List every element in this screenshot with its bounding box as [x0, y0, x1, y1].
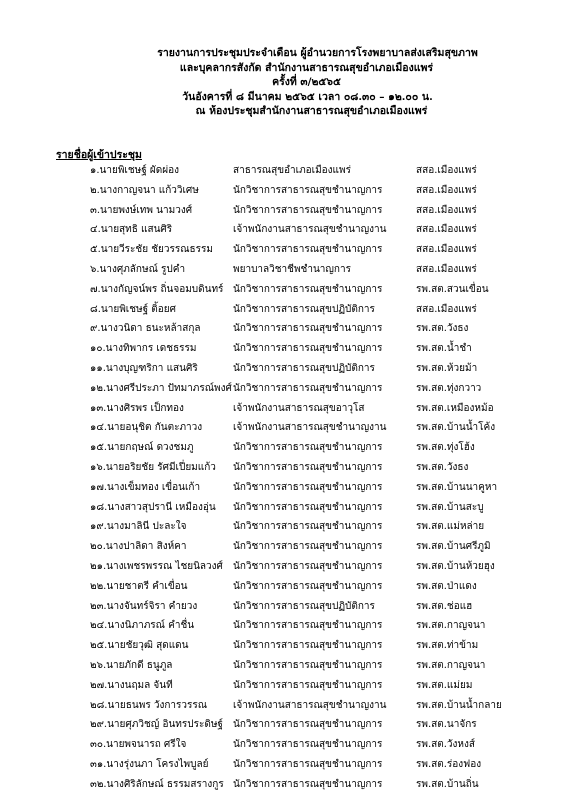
attendee-office: รพ.สต.ห้วยม้า: [416, 362, 478, 374]
attendee-name: ๒๓.นางจันทร์จิรา คำยวง: [90, 600, 198, 612]
attendee-name: ๒๑.นางเพชรพรรณ ไชยนิลวงศ์: [90, 560, 223, 572]
attendee-position: นักวิชาการสาธารณสุขชำนาญการ: [233, 323, 383, 335]
attendee-list: [0, 164, 587, 798]
attendee-position: เจ้าพนักงานสาธารณสุขชำนาญงาน: [233, 422, 387, 434]
attendee-name: ๖.นางศุภลักษณ์ รูปคำ: [90, 263, 186, 275]
attendee-position: เจ้าพนักงานสาธารณสุขอาวุโส: [233, 402, 365, 414]
attendee-office: สสอ.เมืองแพร่: [416, 165, 477, 176]
attendee-office: รพ.สต.กาญจนา: [416, 659, 486, 671]
attendee-name: ๓.นายพงษ์เทพ นามวงศ์: [90, 204, 193, 216]
attendee-office: รพ.สต.กาญจนา: [416, 620, 486, 632]
attendee-position: นักวิชาการสาธารณสุขปฏิบัติการ: [233, 303, 375, 315]
attendee-office: รพ.สต.บ้านศรีภูมิ: [416, 541, 491, 553]
attendee-row: [0, 540, 587, 560]
report-title: รายงานการประชุมประจำเดือน ผู้อำนวยการโรงพยาบาลส่งเสริมสุขภาพ: [157, 47, 478, 59]
attendee-office: รพ.สต.วังธง: [416, 461, 469, 473]
attendee-row: [0, 322, 587, 342]
attendee-office: รพ.สต.เหมืองหม้อ: [416, 402, 494, 414]
attendee-name: ๑๔.นายอนุชิต กันตะภาวง: [90, 422, 203, 434]
attendee-name: ๑๖.นายอริยชัย รัศมีเปี่ยมแก้ว: [90, 461, 216, 473]
attendee-row: [0, 718, 587, 738]
attendee-name: ๒๔.นางนิภาภรณ์ คำชื่น: [90, 620, 195, 632]
attendee-office: รพ.สต.นาจักร: [416, 719, 477, 731]
attendee-row: [0, 520, 587, 540]
attendee-office: รพ.สต.บ้านนาคูหา: [416, 481, 498, 493]
attendee-name: ๒.นางกาญจนา แก้ววิเศษ: [90, 184, 199, 196]
attendee-office: รพ.สต.ทุ่งกวาว: [416, 382, 482, 394]
attendee-position: นักวิชาการสาธารณสุขชำนาญการ: [233, 719, 383, 731]
attendee-office: สสอ.เมืองแพร่: [416, 184, 477, 196]
attendee-position: นักวิชาการสาธารณสุขชำนาญการ: [233, 184, 383, 196]
attendee-row: [0, 362, 587, 382]
attendee-position: นักวิชาการสาธารณสุขชำนาญการ: [233, 541, 383, 553]
attendee-position: นักวิชาการสาธารณสุขปฏิบัติการ: [233, 362, 375, 374]
attendee-name: ๒๒.นายชาตรี คำเขื่อน: [90, 580, 188, 592]
attendee-office: สสอ.เมืองแพร่: [416, 224, 477, 236]
attendee-name: ๕.นายวีระชัย ชัยวรรณธรรม: [90, 244, 213, 256]
attendee-position: พยาบาลวิชาชีพชำนาญการ: [233, 263, 351, 275]
attendee-office: สสอ.เมืองแพร่: [416, 263, 477, 275]
attendee-row: [0, 580, 587, 600]
attendee-position: นักวิชาการสาธารณสุขชำนาญการ: [233, 442, 383, 454]
attendee-row: [0, 441, 587, 461]
attendee-row: [0, 461, 587, 481]
attendee-position: นักวิชาการสาธารณสุขชำนาญการ: [233, 481, 383, 493]
meeting-number: ครั้งที่ ๓/๒๕๖๕: [272, 76, 341, 89]
attendee-position: นักวิชาการสาธารณสุขชำนาญการ: [233, 521, 383, 533]
attendee-name: ๓๑.นางรุ่งนภา โครงไพบูลย์: [90, 758, 209, 770]
attendee-row: [0, 243, 587, 263]
attendee-position: นักวิชาการสาธารณสุขชำนาญการ: [233, 778, 383, 790]
attendee-position: นักวิชาการสาธารณสุขชำนาญการ: [233, 204, 383, 216]
attendee-office: รพ.สต.น้ำชำ: [416, 343, 472, 355]
attendee-name: ๒๘.นายธนพร วังการวรรณ: [90, 699, 208, 711]
attendee-position: นักวิชาการสาธารณสุขชำนาญการ: [233, 620, 383, 632]
attendee-office: รพ.สต.ร่องฟอง: [416, 758, 482, 770]
attendee-row: [0, 560, 587, 580]
attendee-position: นักวิชาการสาธารณสุขชำนาญการ: [233, 343, 383, 355]
report-subtitle: และบุคลากรสังกัด สำนักงานสาธารณสุขอำเภอเมืองแพร่: [179, 61, 434, 74]
attendee-office: รพ.สต.บ้านห้วยฮุง: [416, 560, 495, 572]
attendee-office: รพ.สต.บ้านถิ่น: [416, 778, 479, 790]
attendee-position: นักวิชาการสาธารณสุขชำนาญการ: [233, 382, 383, 394]
attendee-row: [0, 501, 587, 521]
attendee-name: ๒๗.นางนฤมล จันที: [90, 679, 173, 691]
attendee-name: ๑๕.นายกฤษณ์ ดวงชมภู: [90, 442, 194, 454]
attendee-row: [0, 184, 587, 204]
attendee-office: รพ.สต.บ้านน้ำกลาย: [416, 699, 502, 711]
attendee-office: รพ.สต.สวนเขื่อน: [416, 283, 489, 295]
attendee-name: ๙.นางวนิดา ธนะหล้าสกุล: [90, 323, 201, 335]
attendee-row: [0, 223, 587, 243]
attendee-row: [0, 758, 587, 778]
attendee-office: รพ.สต.ช่อแฮ: [416, 600, 473, 612]
attendee-name: ๑๐.นางทิพากร เดชธรรม: [90, 343, 197, 355]
attendee-row: [0, 402, 587, 422]
attendee-name: ๑๗.นางเข็มทอง เขื่อนเก้า: [90, 481, 201, 493]
attendee-position: นักวิชาการสาธารณสุขชำนาญการ: [233, 640, 383, 652]
document-header: [0, 46, 587, 119]
attendee-name: ๓๒.นางศิริลักษณ์ ธรรมสรางกูร: [90, 778, 224, 790]
attendee-name: ๑๓.นางศิรพร เป็กทอง: [90, 402, 184, 414]
attendee-name: ๗.นางกัญจน์พร ถิ่นจอมบดินทร์: [90, 283, 224, 295]
attendee-name: ๑๑.นางบุญฑริกา แสนศิริ: [90, 362, 198, 374]
attendee-row: [0, 679, 587, 699]
meeting-date-time: วันอังคารที่ ๘ มีนาคม ๒๕๖๕ เวลา ๐๘.๓๐ – ๑๒.๐๐ น.: [182, 90, 433, 103]
attendee-row: [0, 619, 587, 639]
attendee-row: [0, 600, 587, 620]
attendee-name: ๑๘.นางสาวสุปรานี เหมืองอุ่น: [90, 501, 216, 513]
attendee-row: [0, 382, 587, 402]
attendee-position: นักวิชาการสาธารณสุขชำนาญการ: [233, 679, 383, 691]
attendee-row: [0, 303, 587, 323]
attendee-row: [0, 204, 587, 224]
attendee-position: เจ้าพนักงานสาธารณสุขชำนาญงาน: [233, 699, 387, 711]
attendee-office: รพ.สต.บ้านน้ำโค้ง: [416, 422, 496, 434]
attendee-position: นักวิชาการสาธารณสุขชำนาญการ: [233, 580, 383, 592]
attendee-office: สสอ.เมืองแพร่: [416, 204, 477, 216]
attendee-section-title: รายชื่อผู้เข้าประชุม: [56, 149, 142, 161]
attendee-name: ๓๐.นายพจนารถ ศรีใจ: [90, 739, 187, 751]
attendee-name: ๒๐.นางปาลิดา สิงห์คา: [90, 541, 187, 553]
attendee-position: เจ้าพนักงานสาธารณสุขชำนาญงาน: [233, 224, 387, 236]
attendee-row: [0, 639, 587, 659]
attendee-position: นักวิชาการสาธารณสุขชำนาญการ: [233, 501, 383, 513]
attendee-position: นักวิชาการสาธารณสุขชำนาญการ: [233, 659, 383, 671]
meeting-location: ณ ห้องประชุมสำนักงานสาธารณสุขอำเภอเมืองแพร่: [195, 105, 428, 118]
attendee-row: [0, 481, 587, 501]
attendee-row: [0, 738, 587, 758]
attendee-office: สสอ.เมืองแพร่: [416, 244, 477, 256]
attendee-name: ๒๖.นายภักดี ธนูภูล: [90, 659, 173, 671]
attendee-office: รพ.สต.ป่าแดง: [416, 580, 477, 592]
attendee-office: รพ.สต.แม่หล่าย: [416, 521, 485, 533]
attendee-name: ๘.นายพิเชษฐ์ ติ้อยศ: [90, 303, 176, 315]
attendee-position: สาธารณสุขอำเภอเมืองแพร่: [233, 165, 351, 176]
attendee-row: [0, 778, 587, 798]
attendee-office: รพ.สต.แม่ยม: [416, 679, 473, 691]
attendee-row: [0, 421, 587, 441]
attendee-office: รพ.สต.ทุ่งโฮ้ง: [416, 442, 475, 454]
attendee-row: [0, 342, 587, 362]
attendee-name: ๑.นายพิเชษฐ์ ผัดผ่อง: [90, 165, 180, 176]
attendee-name: ๔.นายสุทธิ แสนศิริ: [90, 224, 173, 236]
attendee-position: นักวิชาการสาธารณสุขชำนาญการ: [233, 758, 383, 770]
attendee-position: นักวิชาการสาธารณสุขชำนาญการ: [233, 461, 383, 473]
attendee-name: ๒๙.นายศุภวิชญ์ อินทรประดิษฐ์: [90, 719, 223, 731]
attendee-office: รพ.สต.ท่าข้าม: [416, 640, 479, 652]
attendee-office: รพ.สต.วังหงส์: [416, 739, 475, 751]
attendee-row: [0, 699, 587, 719]
attendee-office: รพ.สต.วังธง: [416, 323, 469, 335]
attendee-position: นักวิชาการสาธารณสุขปฏิบัติการ: [233, 600, 375, 612]
attendee-name: ๑๙.นางมาลินี ปะละใจ: [90, 521, 187, 533]
attendee-position: นักวิชาการสาธารณสุขชำนาญการ: [233, 244, 383, 256]
attendee-name: ๒๕.นายชัยวุฒิ สุดแดน: [90, 640, 189, 652]
attendee-position: นักวิชาการสาธารณสุขชำนาญการ: [233, 560, 383, 572]
attendee-row: [0, 283, 587, 303]
attendee-name: ๑๒.นางศรีประภา ปัทมาภรณ์พงศ์: [90, 382, 232, 394]
attendee-row: [0, 263, 587, 283]
attendee-office: สสอ.เมืองแพร่: [416, 303, 477, 315]
attendee-row: [0, 659, 587, 679]
attendee-position: นักวิชาการสาธารณสุขชำนาญการ: [233, 739, 383, 751]
attendee-position: นักวิชาการสาธารณสุขชำนาญการ: [233, 283, 383, 295]
attendee-office: รพ.สต.บ้านสะบู: [416, 501, 484, 513]
attendee-row: [0, 164, 587, 184]
